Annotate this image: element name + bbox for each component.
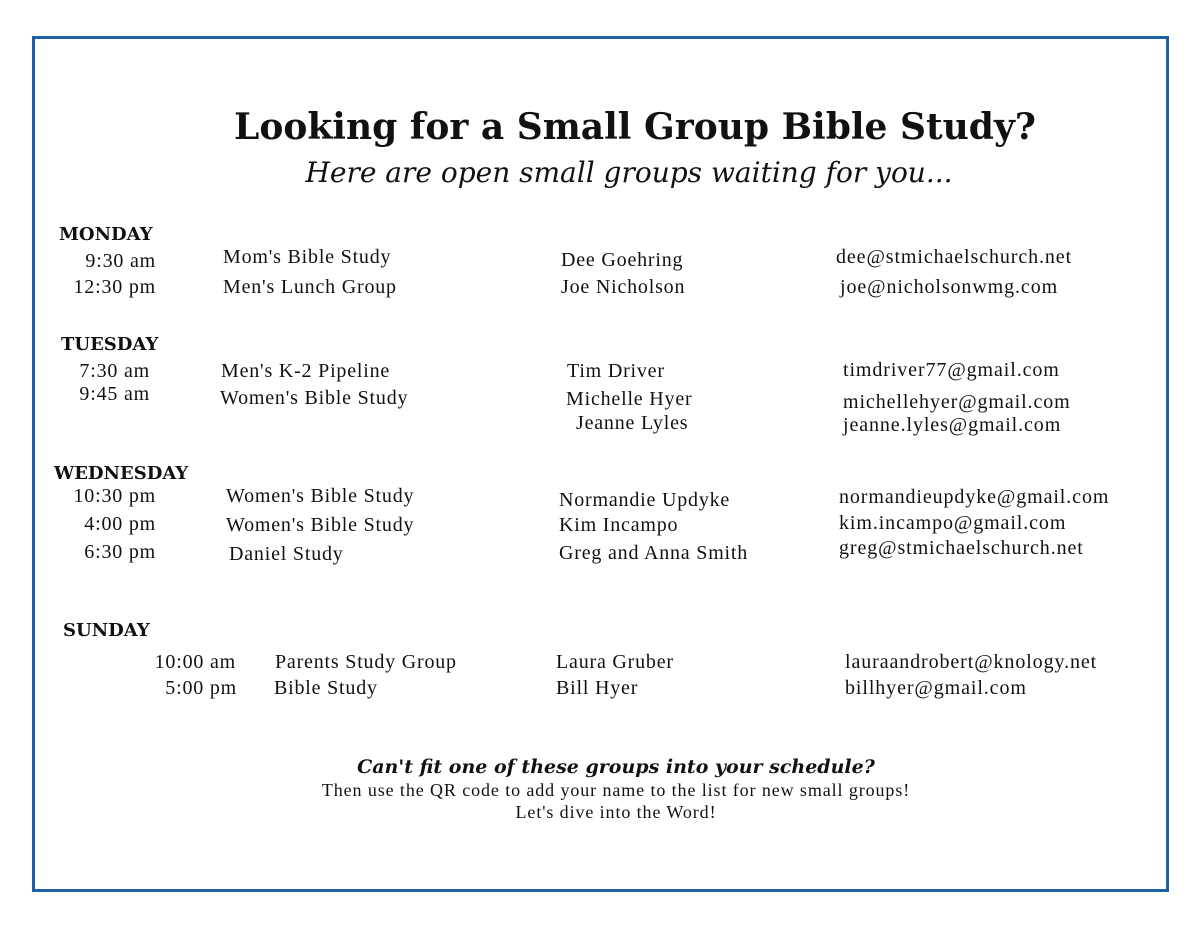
time-cell: 5:00 pm xyxy=(165,677,237,699)
leader-name: Greg and Anna Smith xyxy=(559,542,749,564)
leader-name: Kim Incampo xyxy=(559,514,679,536)
contact-email[interactable]: timdriver77@gmail.com xyxy=(843,359,1060,381)
group-name: Daniel Study xyxy=(229,543,344,565)
contact-email-secondary[interactable]: jeanne.lyles@gmail.com xyxy=(843,414,1062,436)
leader-name: Bill Hyer xyxy=(556,677,639,699)
time-cell: 12:30 pm xyxy=(73,276,156,298)
contact-email[interactable]: lauraandrobert@knology.net xyxy=(845,651,1098,673)
group-name: Bible Study xyxy=(274,677,378,699)
footer-closing: Let's dive into the Word! xyxy=(515,802,717,822)
leader-name: Tim Driver xyxy=(567,360,665,382)
group-name: Parents Study Group xyxy=(275,651,457,673)
time-cell: 9:45 am xyxy=(79,383,150,405)
time-cell: 9:30 am xyxy=(85,250,156,272)
contact-email[interactable]: joe@nicholsonwmg.com xyxy=(840,276,1059,298)
contact-email[interactable]: kim.incampo@gmail.com xyxy=(839,512,1067,534)
leader-name: Normandie Updyke xyxy=(559,489,731,511)
group-name: Women's Bible Study xyxy=(220,387,409,409)
time-cell: 6:30 pm xyxy=(84,541,156,563)
day-heading-monday: MONDAY xyxy=(59,224,153,245)
time-cell: 10:00 am xyxy=(154,651,236,673)
time-cell: 7:30 am xyxy=(79,360,150,382)
footer-instruction: Then use the QR code to add your name to the list for new small groups! xyxy=(321,780,911,800)
footer-question: Can't fit one of these groups into your schedule? xyxy=(357,756,875,778)
group-name: Men's K-2 Pipeline xyxy=(221,360,391,382)
day-heading-tuesday: TUESDAY xyxy=(61,334,159,355)
group-name: Women's Bible Study xyxy=(226,485,415,507)
contact-email[interactable]: normandieupdyke@gmail.com xyxy=(839,486,1110,508)
page-title: Looking for a Small Group Bible Study? xyxy=(234,106,1036,148)
time-cell: 4:00 pm xyxy=(84,513,156,535)
leader-name: Dee Goehring xyxy=(561,249,684,271)
leader-name: Joe Nicholson xyxy=(561,276,686,298)
group-name: Women's Bible Study xyxy=(226,514,415,536)
contact-email[interactable]: dee@stmichaelschurch.net xyxy=(836,246,1073,268)
contact-email[interactable]: michellehyer@gmail.com xyxy=(843,391,1071,413)
page-subtitle: Here are open small groups waiting for you... xyxy=(305,156,953,189)
day-heading-wednesday: WEDNESDAY xyxy=(54,463,189,484)
time-cell: 10:30 pm xyxy=(73,485,156,507)
contact-email[interactable]: billhyer@gmail.com xyxy=(845,677,1027,699)
leader-name: Michelle Hyer xyxy=(566,388,693,410)
contact-email[interactable]: greg@stmichaelschurch.net xyxy=(839,537,1084,559)
day-heading-sunday: SUNDAY xyxy=(63,620,150,641)
group-name: Men's Lunch Group xyxy=(223,276,397,298)
leader-name-secondary: Jeanne Lyles xyxy=(576,412,689,434)
group-name: Mom's Bible Study xyxy=(223,246,392,268)
leader-name: Laura Gruber xyxy=(556,651,674,673)
